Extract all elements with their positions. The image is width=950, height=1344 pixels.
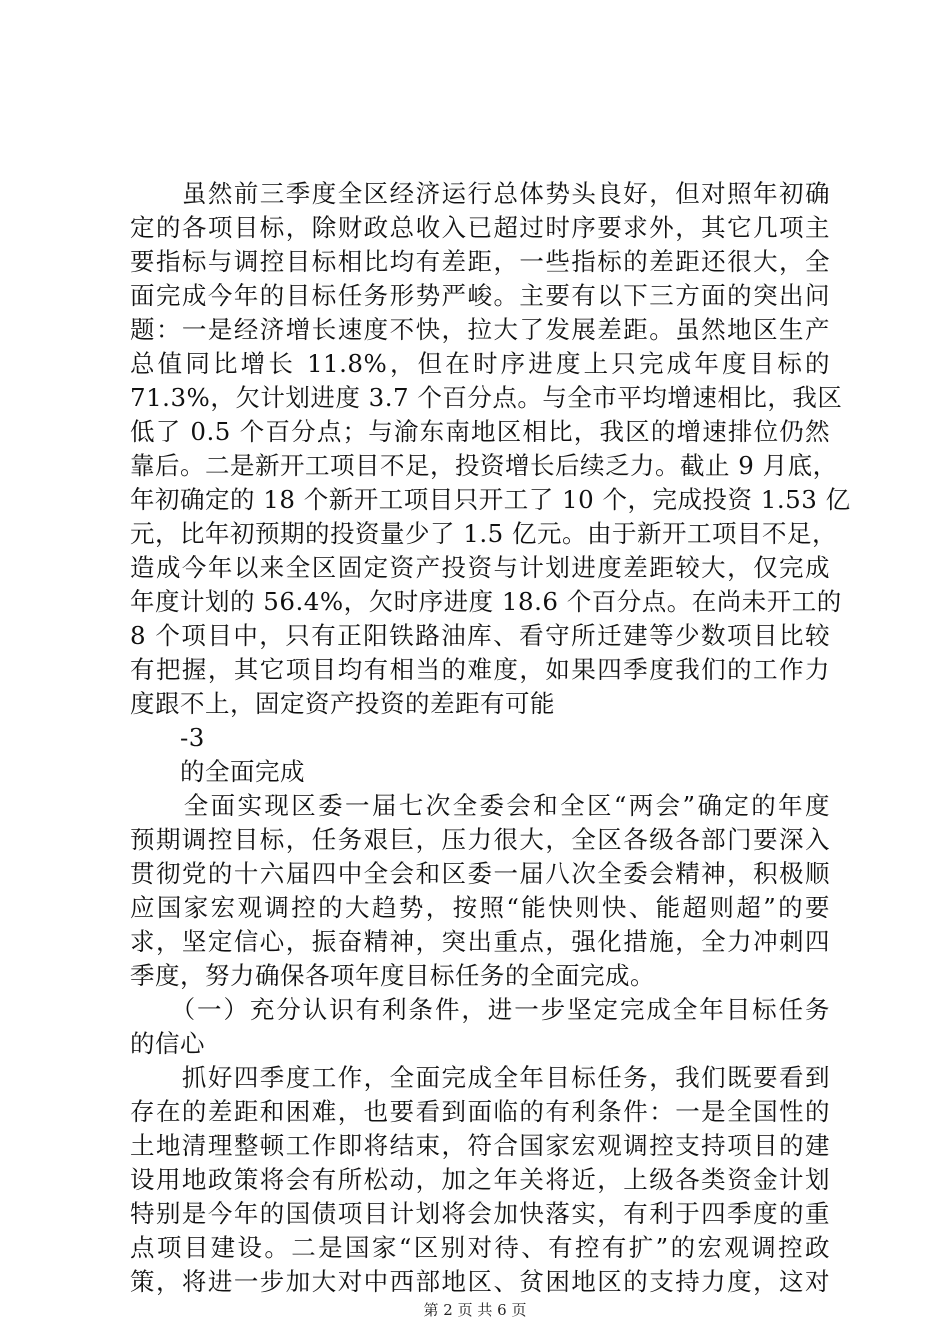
- section-heading: 的信心: [130, 1029, 205, 1058]
- text-line: 设用地政策将会有所松动，加之年关将近，上级各类资金计划: [130, 1165, 830, 1194]
- text-line: 有把握，其它项目均有相当的难度，如果四季度我们的工作力: [130, 655, 830, 684]
- text-line: 度跟不上，固定资产投资的差距有可能: [130, 689, 555, 718]
- page-footer: 第 2 页 共 6 页: [423, 1301, 527, 1319]
- text-line: 71.3%，欠计划进度 3.7 个百分点。与全市平均增速相比，我区: [130, 383, 843, 412]
- text-line: 8 个项目中，只有正阳铁路油库、看守所迁建等少数项目比较: [130, 621, 830, 650]
- text-line: 定的各项目标，除财政总收入已超过时序要求外，其它几项主: [130, 213, 830, 242]
- text-line: 全面实现区委一届七次全委会和全区“两会”确定的年度: [130, 791, 830, 820]
- text-line: 虽然前三季度全区经济运行总体势头良好，但对照年初确: [130, 179, 830, 208]
- text-line: 特别是今年的国债项目计划将会加快落实，有利于四季度的重: [130, 1199, 830, 1228]
- text-line: 抓好四季度工作，全面完成全年目标任务，我们既要看到: [130, 1063, 830, 1092]
- text-line: 低了 0.5 个百分点；与渝东南地区相比，我区的增速排位仍然: [130, 417, 830, 446]
- text-line: 面完成今年的目标任务形势严峻。主要有以下三方面的突出问: [130, 281, 830, 310]
- text-line: 预期调控目标，任务艰巨，压力很大，全区各级各部门要深入: [130, 825, 830, 854]
- text-line: 要指标与调控目标相比均有差距，一些指标的差距还很大，全: [130, 247, 830, 276]
- text-line: 应国家宏观调控的大趋势，按照“能快则快、能超则超”的要: [130, 893, 830, 922]
- text-line: 总值同比增长 11.8%，但在时序进度上只完成年度目标的: [130, 349, 830, 378]
- text-line: 存在的差距和困难，也要看到面临的有利条件：一是全国性的: [130, 1097, 830, 1126]
- text-line: 题：一是经济增长速度不快，拉大了发展差距。虽然地区生产: [130, 315, 830, 344]
- text-line: 求，坚定信心，振奋精神，突出重点，强化措施，全力冲刺四: [130, 927, 830, 956]
- text-line: 靠后。二是新开工项目不足，投资增长后续乏力。截止 9 月底，: [130, 451, 838, 480]
- page-marker: -3: [130, 723, 205, 752]
- text-line: 年度计划的 56.4%，欠时序进度 18.6 个百分点。在尚未开工的: [130, 587, 842, 616]
- text-line: 土地清理整顿工作即将结束，符合国家宏观调控支持项目的建: [130, 1131, 830, 1160]
- text-line: 贯彻党的十六届四中全会和区委一届八次全委会精神，积极顺: [130, 859, 830, 888]
- text-line: 年初确定的 18 个新开工项目只开工了 10 个，完成投资 1.53 亿: [130, 485, 851, 514]
- section-fragment: 的全面完成: [130, 757, 305, 786]
- text-line: 季度，努力确保各项年度目标任务的全面完成。: [130, 961, 655, 990]
- text-line: 点项目建设。二是国家“区别对待、有控有扩”的宏观调控政: [130, 1233, 830, 1262]
- text-line: 造成今年以来全区固定资产投资与计划进度差距较大，仅完成: [130, 553, 830, 582]
- text-line: 元，比年初预期的投资量少了 1.5 亿元。由于新开工项目不足，: [130, 519, 838, 548]
- section-heading: （一）充分认识有利条件，进一步坚定完成全年目标任务: [130, 995, 830, 1024]
- text-line: 策，将进一步加大对中西部地区、贫困地区的支持力度，这对: [130, 1267, 830, 1296]
